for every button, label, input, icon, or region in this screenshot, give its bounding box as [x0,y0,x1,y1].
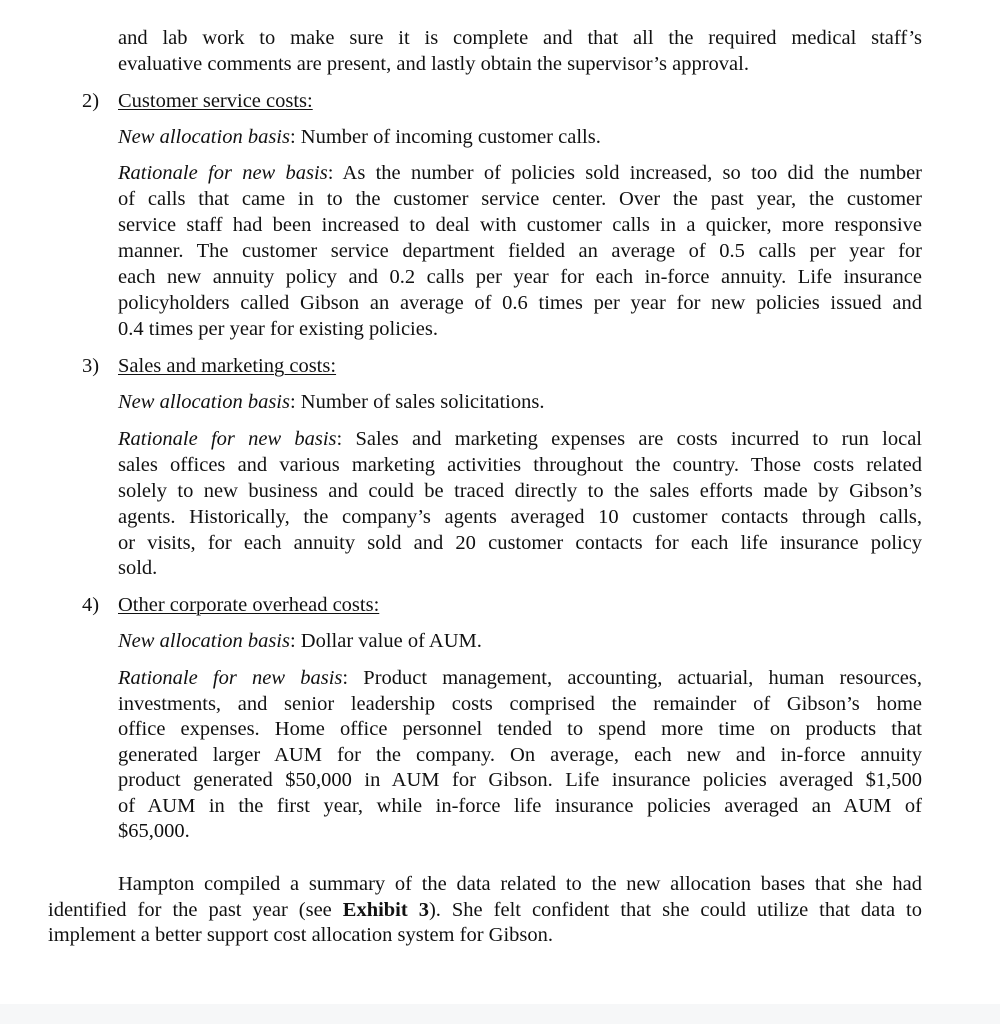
basis-value: : Number of sales solicitations. [289,391,545,413]
item-number: 4) [82,594,100,616]
rationale-label: Rationale for new basis [118,667,343,689]
allocation-basis [118,390,544,415]
closing-text: ). She felt confident that she could utilize that data to [428,899,922,921]
rationale-first-line [118,427,922,452]
item-number: 2) [82,90,100,112]
rationale-line: service staff had been increased to deal with customer calls in a quicker, more responsive [118,214,922,236]
item-heading: Sales and marketing costs: [118,355,337,377]
basis-value: : Dollar value of AUM. [289,630,482,652]
rationale-line: agents. Historically, the company’s agents averaged 10 customer contacts through calls, [118,506,922,528]
rationale-label: Rationale for new basis [118,428,337,450]
rationale-line: manner. The customer service department fielded an average of 0.5 calls per year for [118,240,922,262]
rationale-line: investments, and senior leadership costs comprised the remainder of Gibson’s home [118,693,922,715]
allocation-basis [118,125,601,150]
intro-line: and lab work to make sure it is complete and that all the required medical staff’s [118,27,922,49]
rationale-line: solely to new business and could be traced directly to the sales efforts made by Gibson’s [118,480,922,502]
item-heading: Customer service costs: [118,90,313,112]
rationale-line: of AUM in the first year, while in-force life insurance policies averaged an AUM of [118,795,922,817]
basis-label: New allocation basis [118,630,290,652]
rationale-label: Rationale for new basis [118,162,328,184]
item-heading: Other corporate overhead costs: [118,594,380,616]
rationale-line: or visits, for each annuity sold and 20 customer contacts for each life insurance policy [118,532,922,554]
closing-line: Hampton compiled a summary of the data related to the new allocation bases that she had [118,873,922,895]
rationale-line: sold. [118,557,158,579]
rationale-line: product generated $50,000 in AUM for Gibson. Life insurance policies averaged $1,500 [118,769,922,791]
basis-label: New allocation basis [118,126,290,148]
rationale-first-line [118,666,922,691]
rationale-text: : Sales and marketing expenses are costs incurred to run local [336,428,922,450]
rationale-line: each new annuity policy and 0.2 calls per year for each in-force annuity. Life insurance [118,266,922,288]
item-number: 3) [82,355,100,377]
rationale-line: policyholders called Gibson an average of 0.6 times per year for new policies issued and [118,292,922,314]
basis-label: New allocation basis [118,391,290,413]
rationale-line: sales offices and various marketing activities throughout the country. Those costs related [118,454,922,476]
rationale-first-line [118,161,922,186]
closing-line [48,898,922,923]
closing-text: identified for the past year (see [48,899,343,921]
exhibit-reference: Exhibit 3 [342,899,429,921]
rationale-line: of calls that came in to the customer service center. Over the past year, the customer [118,188,922,210]
rationale-line: 0.4 times per year for existing policies. [118,318,438,340]
rationale-line: $65,000. [118,820,190,842]
rationale-line: office expenses. Home office personnel tended to spend more time on products that [118,718,922,740]
page-bottom-edge [0,1004,1000,1024]
intro-line: evaluative comments are present, and lastly obtain the supervisor’s approval. [118,53,749,75]
basis-value: : Number of incoming customer calls. [289,126,601,148]
rationale-text: : As the number of policies sold increased, so too did the number [327,162,922,184]
rationale-line: generated larger AUM for the company. On average, each new and in-force annuity [118,744,922,766]
closing-line: implement a better support cost allocation system for Gibson. [48,924,553,946]
allocation-basis [118,629,482,654]
rationale-text: : Product management, accounting, actuarial, human resources, [342,667,922,689]
